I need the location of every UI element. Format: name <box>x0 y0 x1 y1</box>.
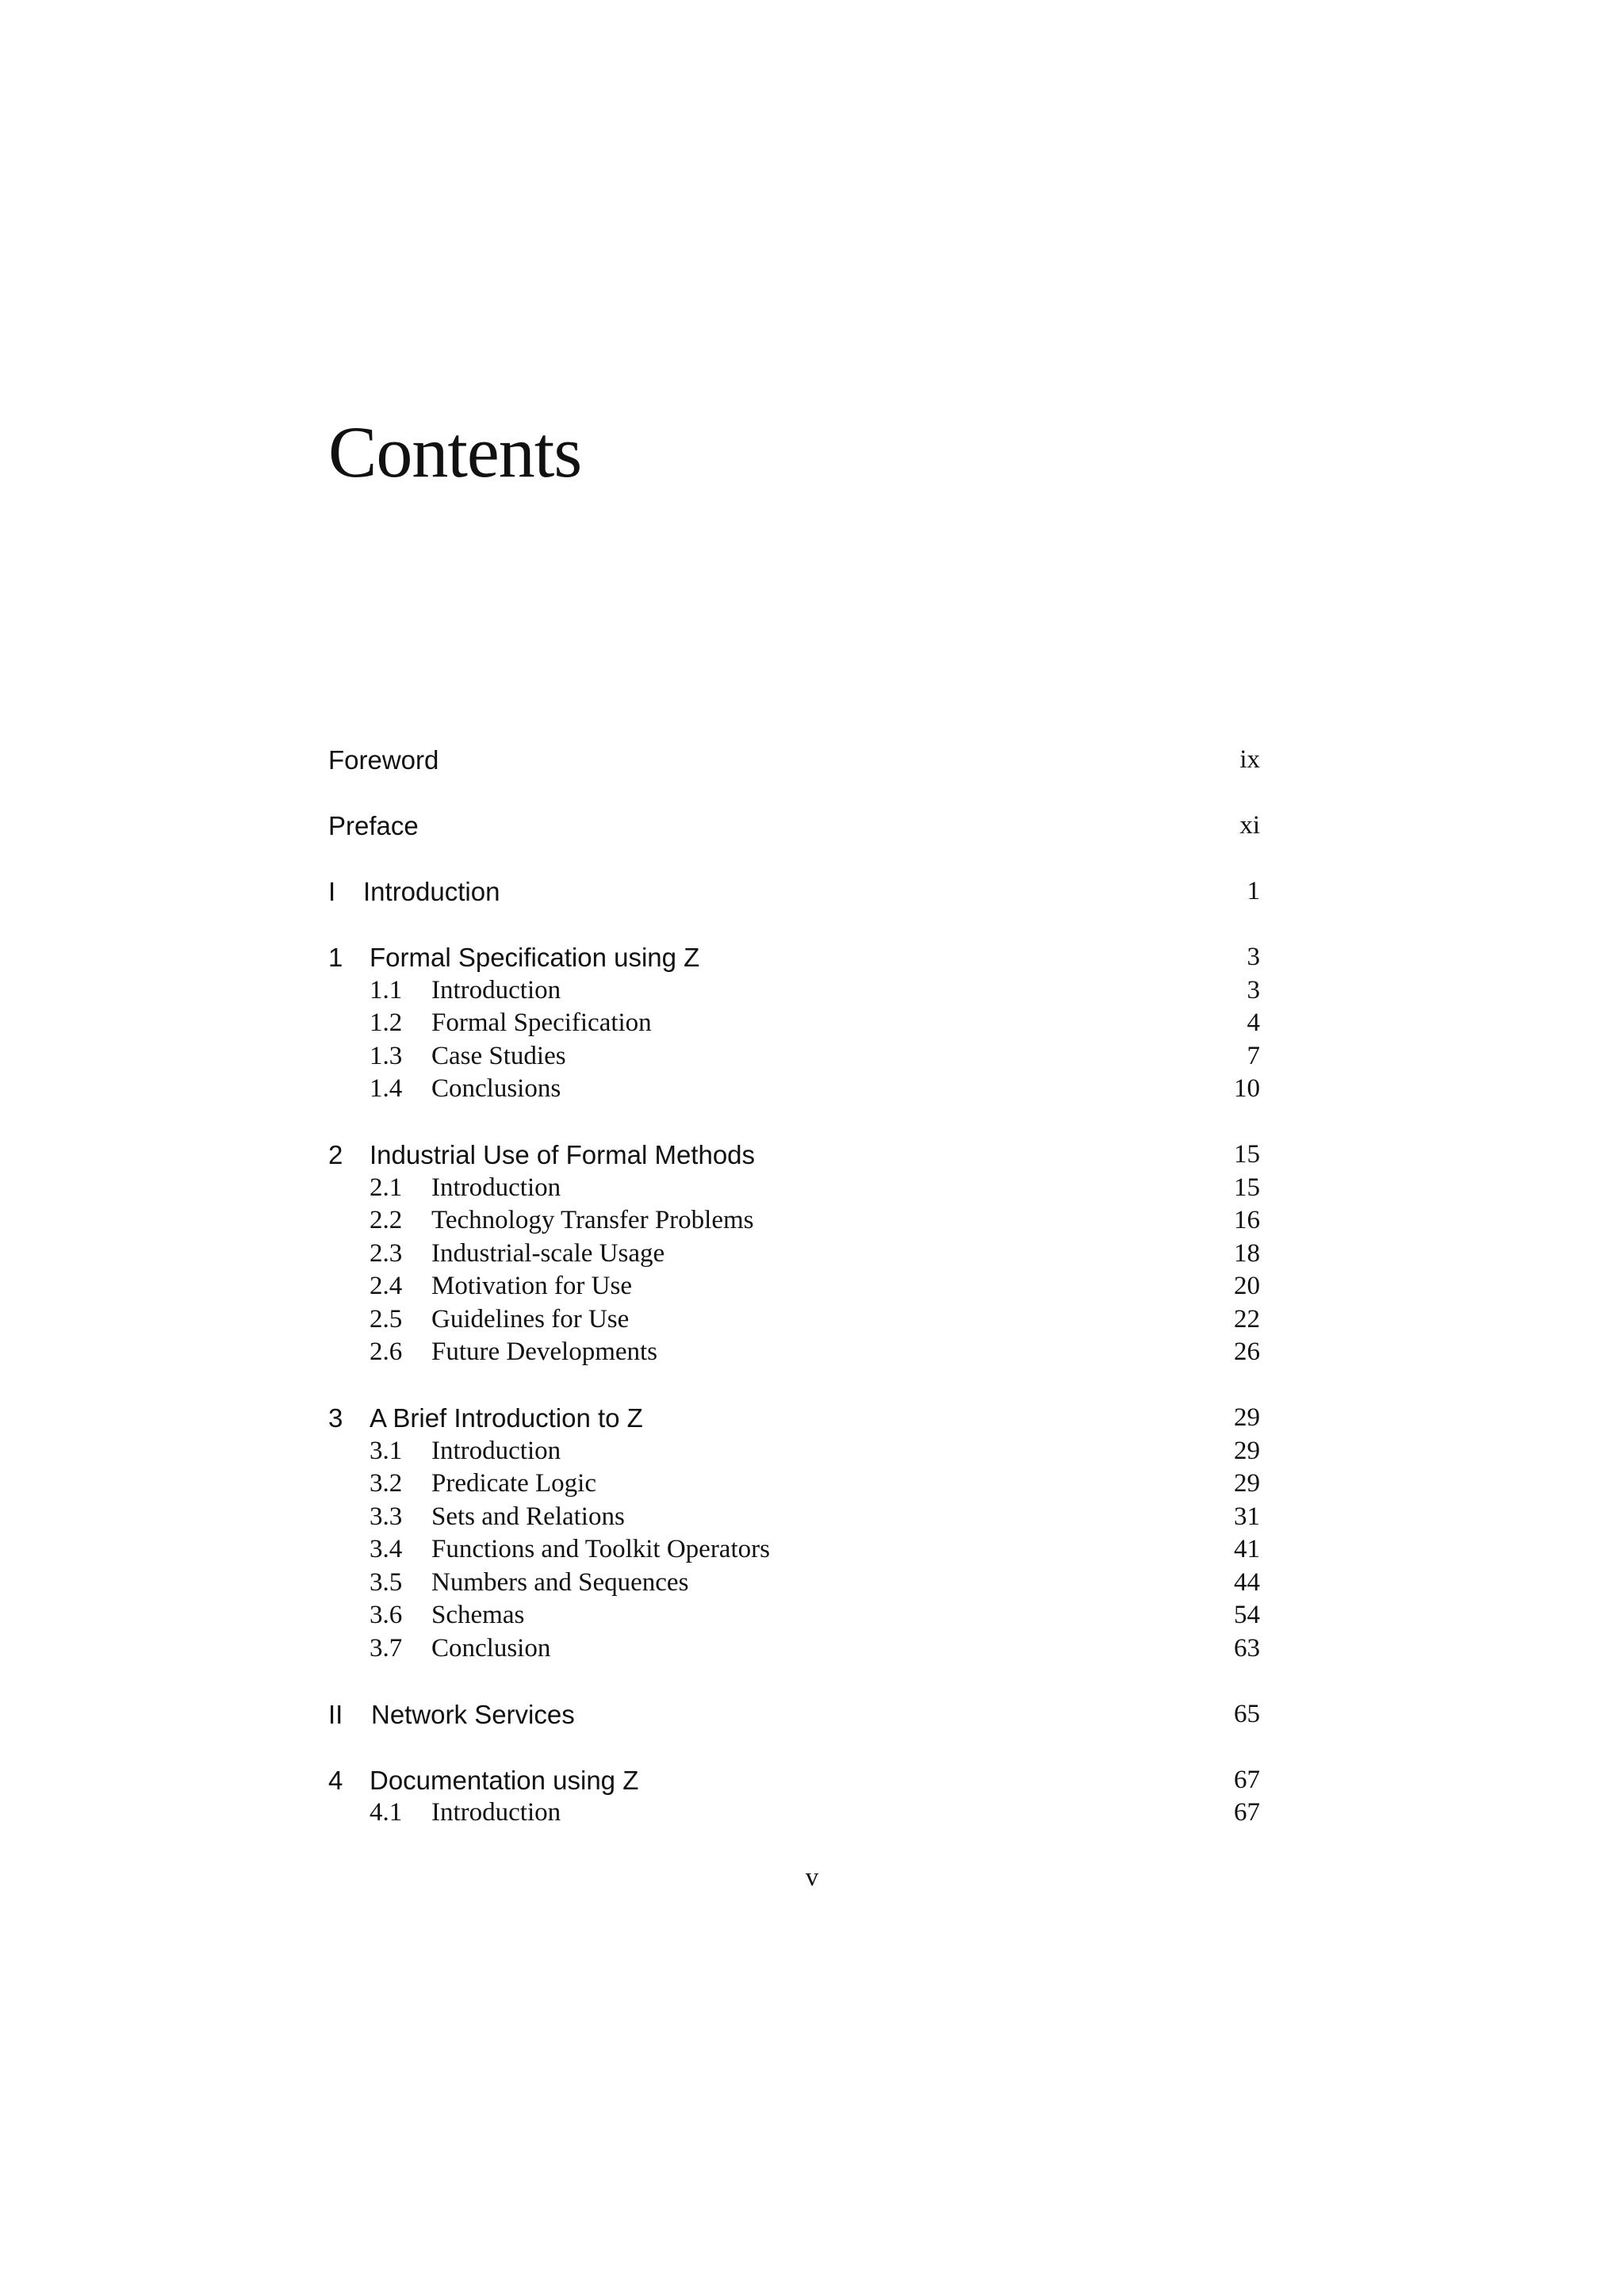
toc-section-title: Schemas <box>431 1601 525 1629</box>
toc-section-number: 1.3 <box>370 1041 403 1070</box>
toc-section-title: Sets and Relations <box>431 1502 625 1531</box>
toc-section-title: Functions and Toolkit Operators <box>431 1535 770 1563</box>
toc-section[interactable] <box>328 1468 1260 1501</box>
toc-section[interactable] <box>328 1599 1260 1632</box>
toc-section[interactable] <box>328 1533 1260 1567</box>
toc-entry-page: ix <box>1239 745 1260 774</box>
toc-section-page: 4 <box>1247 1008 1260 1037</box>
toc-section-page: 67 <box>1234 1798 1260 1827</box>
page-title: Contents <box>328 411 582 492</box>
toc-entry-page: 3 <box>1247 943 1260 971</box>
toc-section-page: 54 <box>1234 1601 1260 1629</box>
toc-section-number: 2.1 <box>370 1173 403 1202</box>
toc-chapter-1[interactable] <box>328 941 1260 974</box>
toc-section-page: 10 <box>1234 1074 1260 1103</box>
toc-section-page: 15 <box>1234 1173 1260 1202</box>
toc-section-number: 2.6 <box>370 1337 403 1366</box>
toc-section-number: 3.4 <box>370 1535 403 1563</box>
toc-section-title: Introduction <box>431 1173 561 1202</box>
toc-section[interactable] <box>328 1501 1260 1534</box>
toc-section-page: 22 <box>1234 1304 1260 1334</box>
toc-section-title: Numbers and Sequences <box>431 1567 689 1597</box>
toc-section-page: 20 <box>1234 1272 1260 1300</box>
toc-section-number: 1.1 <box>370 975 403 1004</box>
toc-entry-page: xi <box>1239 811 1260 840</box>
toc-chapter-number: 2 <box>328 1140 343 1169</box>
table-of-contents <box>328 744 1260 1830</box>
toc-section[interactable] <box>328 1073 1260 1106</box>
toc-section[interactable] <box>328 1303 1260 1337</box>
toc-entry-preface[interactable] <box>328 809 1260 843</box>
toc-section-title: Motivation for Use <box>431 1272 632 1300</box>
toc-section-number: 2.3 <box>370 1238 403 1268</box>
toc-part-1[interactable] <box>328 875 1260 909</box>
toc-section[interactable] <box>328 1238 1260 1271</box>
toc-section[interactable] <box>328 1172 1260 1205</box>
toc-section-page: 44 <box>1234 1567 1260 1597</box>
toc-section-page: 26 <box>1234 1337 1260 1366</box>
toc-section[interactable] <box>328 1270 1260 1303</box>
toc-section-page: 41 <box>1234 1535 1260 1563</box>
toc-section-title: Introduction <box>431 975 561 1004</box>
toc-chapter-title: Formal Specification using Z <box>370 943 700 972</box>
toc-chapter-number: 4 <box>328 1765 343 1795</box>
toc-entry-page: 29 <box>1234 1403 1260 1432</box>
toc-section-page: 7 <box>1247 1041 1260 1070</box>
toc-section-number: 1.4 <box>370 1074 403 1103</box>
toc-section[interactable] <box>328 1204 1260 1238</box>
toc-entry-page: 65 <box>1234 1699 1260 1728</box>
toc-section-number: 3.3 <box>370 1502 403 1531</box>
toc-section[interactable] <box>328 1336 1260 1369</box>
toc-section-number: 3.7 <box>370 1633 403 1663</box>
toc-entry-page: 15 <box>1234 1140 1260 1169</box>
toc-chapter-number: 1 <box>328 943 343 972</box>
toc-entry-title: Preface <box>328 811 419 840</box>
toc-section-page: 3 <box>1247 975 1260 1004</box>
toc-section-title: Future Developments <box>431 1337 658 1366</box>
toc-section-number: 3.5 <box>370 1567 403 1597</box>
toc-chapter-2[interactable] <box>328 1138 1260 1172</box>
toc-section-title: Introduction <box>431 1798 561 1827</box>
toc-section-number: 3.2 <box>370 1469 403 1498</box>
toc-section-title: Predicate Logic <box>431 1469 596 1498</box>
toc-chapter-title: Documentation using Z <box>370 1765 639 1795</box>
toc-section[interactable] <box>328 1797 1260 1830</box>
toc-section-number: 3.6 <box>370 1601 403 1629</box>
toc-section-number: 3.1 <box>370 1436 403 1465</box>
toc-section-title: Formal Specification <box>431 1008 652 1037</box>
toc-section-title: Guidelines for Use <box>431 1304 630 1334</box>
toc-part-title: Introduction <box>363 877 500 906</box>
toc-section-page: 16 <box>1234 1206 1260 1234</box>
toc-section-title: Technology Transfer Problems <box>431 1206 754 1234</box>
toc-section[interactable] <box>328 1040 1260 1073</box>
toc-section-title: Case Studies <box>431 1041 566 1070</box>
toc-section[interactable] <box>328 1632 1260 1666</box>
toc-entry-title: Foreword <box>328 745 439 775</box>
toc-section-title: Conclusion <box>431 1633 551 1663</box>
toc-section-title: Industrial-scale Usage <box>431 1238 665 1268</box>
toc-chapter-title: Industrial Use of Formal Methods <box>370 1140 756 1169</box>
toc-chapter-title: A Brief Introduction to Z <box>370 1403 643 1433</box>
toc-part-number: II <box>328 1699 343 1729</box>
page-number: v <box>805 1863 819 1892</box>
toc-section-title: Conclusions <box>431 1074 561 1103</box>
toc-entry-page: 1 <box>1247 877 1260 905</box>
toc-section-page: 29 <box>1234 1469 1260 1498</box>
toc-entry-page: 67 <box>1234 1765 1260 1794</box>
toc-entry-foreword[interactable] <box>328 744 1260 777</box>
toc-section-number: 2.2 <box>370 1206 403 1234</box>
toc-chapter-3[interactable] <box>328 1402 1260 1435</box>
toc-section-number: 2.5 <box>370 1304 403 1334</box>
toc-section-number: 1.2 <box>370 1008 403 1037</box>
toc-section-page: 63 <box>1234 1633 1260 1663</box>
toc-part-number: I <box>328 877 336 906</box>
toc-section[interactable] <box>328 1567 1260 1600</box>
toc-chapter-4[interactable] <box>328 1764 1260 1797</box>
toc-part-title: Network Services <box>371 1699 575 1729</box>
toc-section[interactable] <box>328 1435 1260 1468</box>
toc-section-number: 2.4 <box>370 1272 403 1300</box>
toc-section-page: 18 <box>1234 1238 1260 1268</box>
toc-section[interactable] <box>328 1007 1260 1040</box>
toc-section-title: Introduction <box>431 1436 561 1465</box>
toc-part-2[interactable] <box>328 1698 1260 1732</box>
toc-section[interactable] <box>328 974 1260 1008</box>
toc-section-number: 4.1 <box>370 1798 403 1827</box>
toc-section-page: 29 <box>1234 1436 1260 1465</box>
toc-chapter-number: 3 <box>328 1403 343 1433</box>
toc-section-page: 31 <box>1234 1502 1260 1531</box>
